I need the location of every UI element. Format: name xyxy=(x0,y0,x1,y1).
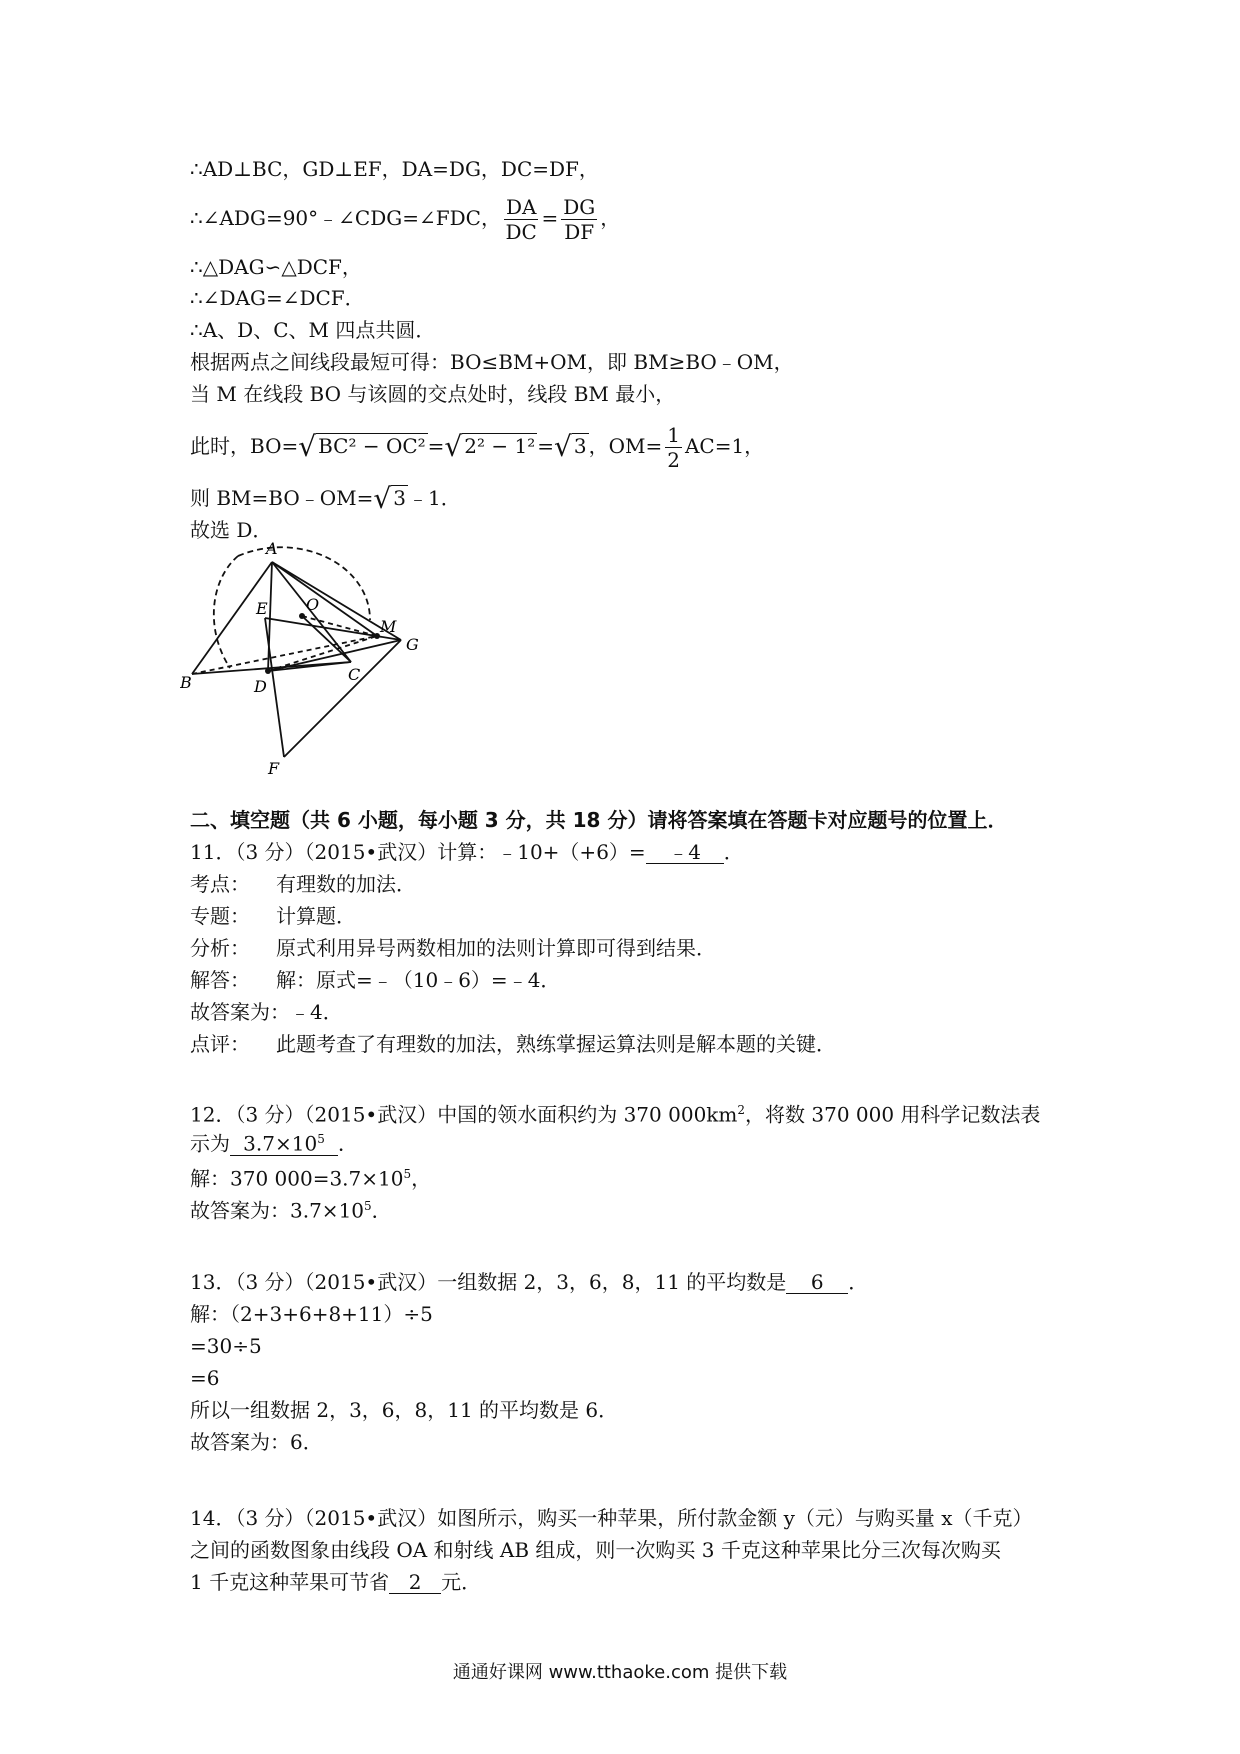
row-text: 有理数的加法． xyxy=(276,872,416,896)
radical-sign: √ xyxy=(298,430,317,463)
text: 元． xyxy=(441,1570,482,1594)
text: ． xyxy=(338,1131,358,1156)
row-label: 分析： xyxy=(190,936,250,960)
circle-arc xyxy=(214,556,238,668)
geometry-figure xyxy=(180,540,440,780)
numerator: 1 xyxy=(667,423,680,447)
q13-line-2: =30÷5 xyxy=(190,1334,262,1358)
q13-line-3: =6 xyxy=(190,1366,220,1390)
text: 故答案为：3.7×10 xyxy=(190,1198,365,1223)
q11-stem xyxy=(190,838,744,866)
q13-line-1: 解：（2+3+6+8+11）÷5 xyxy=(190,1302,433,1326)
solution-line-9 xyxy=(190,484,461,513)
point-o xyxy=(299,613,305,619)
row-text: 原式利用异号两数相加的法则计算即可得到结果． xyxy=(276,936,716,960)
q11-row-zhuanti xyxy=(190,902,356,930)
solution-line-10: 故选 D． xyxy=(190,518,273,542)
row-text: 计算题． xyxy=(276,904,356,928)
q11-comment xyxy=(190,1030,836,1058)
radicand-3: 3 xyxy=(573,434,587,458)
equals: = xyxy=(541,206,559,230)
row-label: 解答： xyxy=(190,968,250,992)
superscript: 5 xyxy=(403,1167,412,1181)
q13-line-5: 故答案为：6． xyxy=(190,1430,323,1454)
question-text: 11．（3 分）（2015•武汉）计算：﹣10+（+6）= xyxy=(190,840,646,864)
answer-blank: 6 xyxy=(786,1271,848,1294)
solution-line-1: ∴AD⊥BC，GD⊥EF，DA=DG，DC=DF， xyxy=(190,157,599,181)
label-d: D xyxy=(254,677,267,696)
denominator: 2 xyxy=(667,448,680,472)
q12-stem-2 xyxy=(190,1128,358,1158)
radical-sign: √ xyxy=(554,430,572,463)
superscript: 2 xyxy=(737,1103,746,1117)
label-a: A xyxy=(266,540,278,558)
denominator: DF xyxy=(564,220,595,244)
radicand-2-1: 2² − 1² xyxy=(464,434,536,458)
equals: = xyxy=(427,434,445,458)
question-text: ，将数 370 000 用科学记数法表 xyxy=(745,1102,1041,1127)
q14-line-2: 之间的函数图象由线段 OA 和射线 AB 组成，则一次购买 3 千克这种苹果比分三次每次购买 xyxy=(190,1538,1001,1562)
question-text: 1 千克这种苹果可节省 xyxy=(190,1570,390,1594)
answer-blank: 2 xyxy=(389,1571,441,1594)
answer-text: 3.7×10 xyxy=(243,1131,318,1156)
solution-line-4: ∴∠DAG=∠DCF． xyxy=(190,286,365,310)
solution-line-8 xyxy=(190,418,764,474)
denominator: DC xyxy=(505,220,537,244)
solution-line-3: ∴△DAG∽△DCF， xyxy=(190,255,362,279)
fraction-dg-df xyxy=(561,195,597,244)
label-f: F xyxy=(268,759,280,778)
row-label: 点评： xyxy=(190,1032,250,1056)
radicand-3: 3 xyxy=(393,486,406,510)
fraction-da-dc xyxy=(504,195,538,244)
solution-line-2 xyxy=(190,190,620,246)
solution-line-6: 根据两点之间线段最短可得：BO≤BM+OM，即 BM≥BO﹣OM， xyxy=(190,350,794,374)
label-b: B xyxy=(180,673,192,692)
text: ﹣1． xyxy=(407,486,461,510)
text: AC=1， xyxy=(684,434,765,458)
question-text: 示为 xyxy=(190,1131,230,1156)
solution-line-7: 当 M 在线段 BO 与该圆的交点处时，线段 BM 最小， xyxy=(190,382,676,406)
q11-row-kaodian xyxy=(190,870,416,898)
text: ， xyxy=(411,1166,432,1191)
radicand-bc-oc: BC² − OC² xyxy=(318,434,426,458)
q11-row-jieda xyxy=(190,966,560,994)
text: ． xyxy=(371,1198,392,1223)
q11-row-fenxi xyxy=(190,934,716,962)
q11-final: 故答案为：﹣4． xyxy=(190,1000,343,1024)
solution-line-5: ∴A、D、C、M 四点共圆． xyxy=(190,318,436,342)
q13-line-4: 所以一组数据 2，3，6，8，11 的平均数是 6． xyxy=(190,1398,619,1422)
q14-line-3 xyxy=(190,1568,481,1596)
text: ， xyxy=(600,206,621,230)
text: ． xyxy=(848,1270,869,1294)
radical-sign: √ xyxy=(444,430,463,463)
text: ，OM= xyxy=(588,434,663,458)
point-d xyxy=(265,668,271,674)
section-title: 二、填空题（共 6 小题，每小题 3 分，共 18 分）请将答案填在答题卡对应题号的位置上． xyxy=(190,808,1008,832)
text: ． xyxy=(723,840,744,864)
label-m: M xyxy=(380,617,397,636)
q12-solution xyxy=(190,1160,431,1193)
superscript: 5 xyxy=(364,1199,372,1213)
q12-final xyxy=(190,1192,392,1225)
text: 则 BM=BO﹣OM= xyxy=(190,486,374,510)
q14-line-1: 14．（3 分）（2015•武汉）如图所示，购买一种苹果，所付款金额 y（元）与购买量 x（千克） xyxy=(190,1506,1033,1530)
q13-stem xyxy=(190,1268,868,1296)
answer-blank: ﹣4 xyxy=(646,841,724,864)
label-c: C xyxy=(348,665,361,684)
fraction-one-half xyxy=(665,423,682,472)
equals: = xyxy=(537,434,554,458)
text: 此时，BO= xyxy=(190,434,299,458)
label-e: E xyxy=(256,599,268,618)
question-text: 12．（3 分）（2015•武汉）中国的领水面积约为 370 000km xyxy=(190,1102,738,1127)
row-text: 解：原式=﹣（10﹣6）=﹣4． xyxy=(276,968,561,992)
radical-sign: √ xyxy=(373,482,392,515)
label-g: G xyxy=(406,635,419,654)
text: ∴∠ADG=90°﹣∠CDG=∠FDC， xyxy=(190,206,501,230)
numerator: DA xyxy=(505,195,537,219)
numerator: DG xyxy=(563,195,596,219)
label-o: O xyxy=(306,595,320,614)
q12-stem xyxy=(190,1096,1040,1129)
question-text: 13．（3 分）（2015•武汉）一组数据 2，3，6，8，11 的平均数是 xyxy=(190,1270,787,1294)
row-label: 考点： xyxy=(190,872,250,896)
row-text: 此题考查了有理数的加法，熟练掌握运算法则是解本题的关键． xyxy=(276,1032,836,1056)
footer-text: 通通好课网 www.tthaoke.com 提供下载 xyxy=(452,1662,788,1683)
text: 解：370 000=3.7×10 xyxy=(190,1166,404,1191)
superscript: 5 xyxy=(317,1132,325,1146)
row-label: 专题： xyxy=(190,904,250,928)
answer-blank xyxy=(230,1128,338,1156)
